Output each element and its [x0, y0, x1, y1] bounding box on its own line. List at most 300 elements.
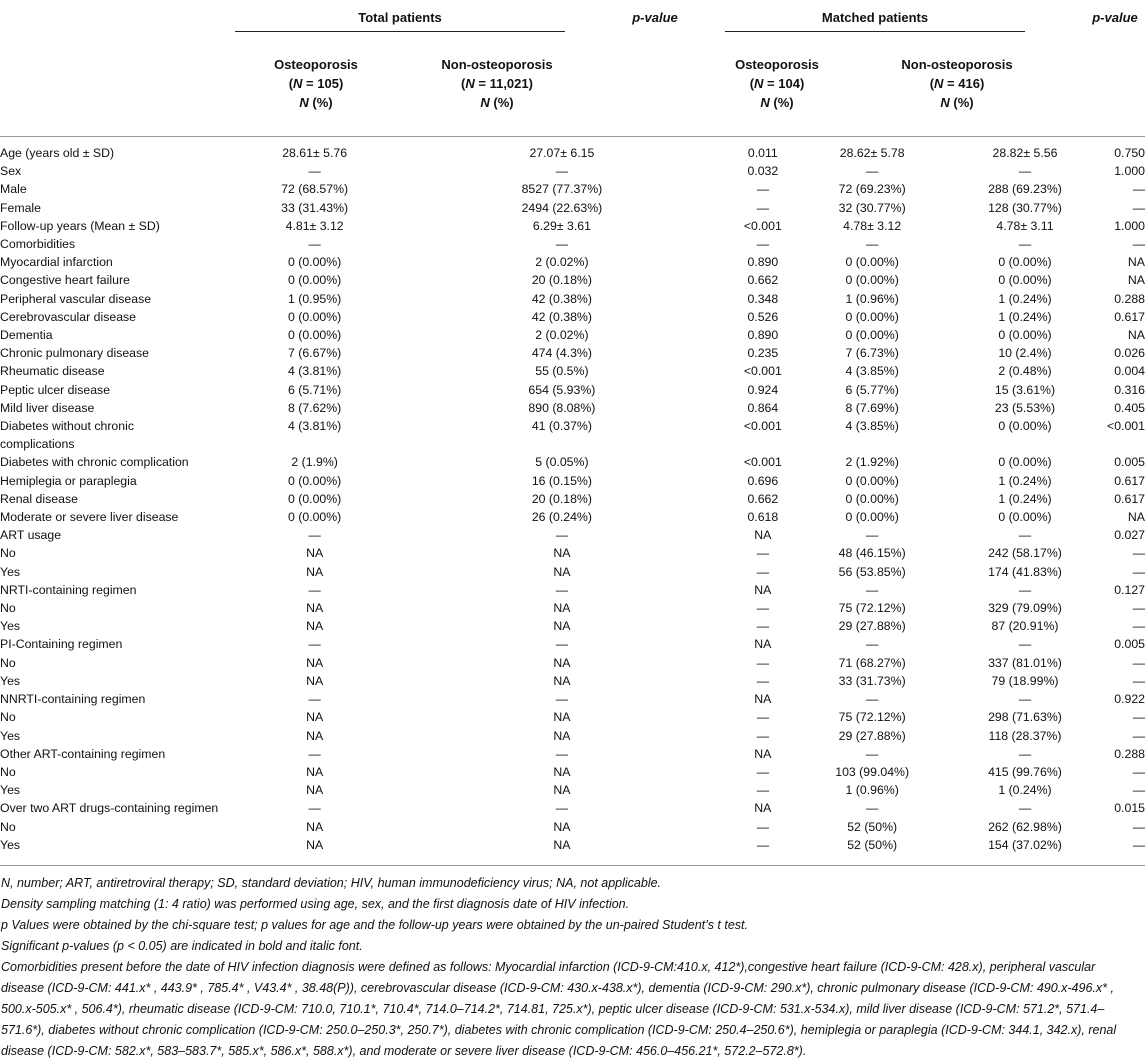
table-row: [0, 326, 1145, 344]
table-row: [0, 581, 1145, 599]
matched-osteoporosis-cell: 29 (27.88%): [838, 619, 906, 634]
table-row: [0, 180, 1145, 198]
matched-osteoporosis-cell: 71 (68.27%): [838, 655, 906, 670]
table-row: [0, 690, 1145, 708]
total-pvalue-cell: 0.696: [747, 473, 779, 488]
matched-pvalue-cell: NA: [1127, 510, 1145, 525]
table-row: [0, 417, 1145, 435]
row-label: No: [0, 710, 16, 725]
table-row: [0, 217, 1145, 235]
table-row: [0, 799, 1145, 817]
total-non-osteoporosis-cell: 5 (0.05%): [535, 455, 589, 470]
total-non-osteoporosis-cell: NA: [553, 619, 571, 634]
matched-pvalue-cell: 0.288: [1114, 746, 1145, 761]
row-label: Yes: [0, 837, 21, 852]
total-pvalue-cell: 0.526: [747, 309, 779, 324]
matched-osteoporosis-cell: —: [866, 692, 879, 707]
total-non-osteoporosis-cell: 55 (0.5%): [535, 364, 589, 379]
row-label: Renal disease: [0, 491, 78, 506]
total-osteoporosis-cell: 6 (5.71%): [287, 382, 342, 397]
table-row: [0, 544, 1145, 562]
matched-pvalue-cell: 1.000: [1114, 164, 1145, 179]
group-total-rule: [235, 31, 565, 32]
row-label: Yes: [0, 619, 21, 634]
total-osteoporosis-cell: 0 (0.00%): [287, 473, 342, 488]
matched-pvalue-cell: 0.004: [1114, 364, 1145, 379]
total-osteoporosis-cell: NA: [306, 837, 324, 852]
total-pvalue-cell: 0.348: [747, 291, 779, 306]
table-row: [0, 199, 1145, 217]
total-non-osteoporosis-cell: 20 (0.18%): [531, 491, 592, 506]
total-osteoporosis-cell: [230, 435, 400, 453]
matched-pvalue-cell: 0.617: [1114, 491, 1145, 506]
matched-osteoporosis-cell: 0 (0.00%): [845, 510, 899, 525]
total-non-osteoporosis-cell: NA: [553, 601, 571, 616]
row-label: Congestive heart failure: [0, 273, 130, 288]
col-header-matched-non-osteoporosis: [867, 55, 1047, 112]
total-non-osteoporosis-cell: 27.07± 6.15: [529, 146, 595, 160]
total-non-osteoporosis-cell: —: [555, 164, 569, 179]
matched-osteoporosis-cell: 75 (72.12%): [838, 601, 906, 616]
matched-pvalue-cell: <0.001: [1107, 419, 1145, 434]
total-non-osteoporosis-cell: —: [555, 801, 569, 816]
total-osteoporosis-cell: NA: [306, 655, 324, 670]
col-name: Non-osteoporosis: [901, 57, 1013, 72]
row-label: Cerebrovascular disease: [0, 309, 137, 324]
total-osteoporosis-cell: —: [308, 637, 321, 652]
total-pvalue-cell: 0.618: [747, 510, 779, 525]
table-row: [0, 290, 1145, 308]
table-row: [0, 399, 1145, 417]
matched-osteoporosis-cell: 48 (46.15%): [838, 546, 906, 561]
matched-non-osteoporosis-cell: 4.78± 3.11: [996, 218, 1054, 233]
total-non-osteoporosis-cell: NA: [553, 783, 571, 798]
table-row: [0, 271, 1145, 289]
matched-non-osteoporosis-cell: 79 (18.99%): [991, 673, 1059, 688]
matched-pvalue-cell: —: [1132, 783, 1145, 798]
matched-non-osteoporosis-cell: 1 (0.24%): [998, 309, 1052, 324]
total-non-osteoporosis-cell: NA: [553, 655, 571, 670]
footnote-abbreviations: N, number; ART, antiretroviral therapy; SD, standard deviation; HIV, human immunodeficiency virus; NA, not applicable.: [1, 876, 662, 890]
col-n: [867, 74, 1047, 93]
total-pvalue-cell: <0.001: [743, 419, 782, 434]
total-non-osteoporosis-cell: 8527 (77.37%): [521, 182, 603, 197]
matched-osteoporosis-cell: 28.62± 5.78: [839, 146, 905, 160]
total-pvalue-cell: 0.890: [747, 255, 779, 270]
table-row: [0, 745, 1145, 763]
total-osteoporosis-cell: 8 (7.62%): [287, 400, 342, 415]
total-non-osteoporosis-cell: [400, 435, 725, 453]
matched-pvalue-cell: NA: [1127, 273, 1145, 288]
group-matched-patients: Matched patients: [821, 10, 929, 25]
col-unit: [687, 93, 867, 112]
matched-non-osteoporosis-cell: 10 (2.4%): [998, 346, 1052, 361]
matched-pvalue-cell: 0.127: [1114, 582, 1145, 597]
matched-pvalue-cell: —: [1132, 619, 1145, 634]
total-pvalue-cell: —: [756, 546, 769, 561]
group-total-patients: Total patients: [358, 10, 442, 25]
footnote-tests: p Values were obtained by the chi-square test; p values for age and the follow-up years were obtained by the un-paired Student’s t test.: [1, 918, 748, 932]
matched-osteoporosis-cell: 8 (7.69%): [845, 400, 899, 415]
matched-pvalue-cell: 0.005: [1114, 637, 1145, 652]
matched-non-osteoporosis-cell: 15 (3.61%): [994, 382, 1056, 397]
total-osteoporosis-cell: 4 (3.81%): [287, 419, 342, 434]
row-label: Sex: [0, 164, 22, 179]
matched-non-osteoporosis-cell: —: [1018, 582, 1032, 597]
total-non-osteoporosis-cell: 16 (0.15%): [531, 473, 592, 488]
total-non-osteoporosis-cell: 2 (0.02%): [535, 255, 589, 270]
matched-non-osteoporosis-cell: 242 (58.17%): [988, 546, 1062, 561]
table-row: [0, 144, 1145, 162]
total-osteoporosis-cell: 2 (1.9%): [291, 455, 338, 470]
matched-osteoporosis-cell: 52 (50%): [847, 837, 898, 852]
row-label: Dementia: [0, 328, 53, 343]
total-non-osteoporosis-cell: NA: [553, 673, 571, 688]
total-pvalue-cell: NA: [754, 528, 772, 543]
total-pvalue-cell: NA: [754, 637, 772, 652]
matched-pvalue-cell: —: [1132, 728, 1145, 743]
matched-non-osteoporosis-cell: —: [1018, 801, 1032, 816]
total-osteoporosis-cell: 4 (3.81%): [287, 364, 342, 379]
total-non-osteoporosis-cell: NA: [553, 819, 571, 834]
matched-pvalue-cell: —: [1132, 673, 1145, 688]
table-row: [0, 435, 1145, 453]
table-row: [0, 599, 1145, 617]
matched-pvalue-cell: —: [1132, 764, 1145, 779]
table-row: [0, 344, 1145, 362]
col-n-value: = 105): [302, 76, 344, 91]
table-footnotes: [1, 873, 1141, 1062]
total-non-osteoporosis-cell: —: [555, 237, 569, 252]
matched-non-osteoporosis-cell: 174 (41.83%): [988, 564, 1062, 579]
total-osteoporosis-cell: NA: [306, 710, 324, 725]
col-n-var: N: [934, 76, 944, 91]
matched-non-osteoporosis-cell: 298 (71.63%): [988, 710, 1062, 725]
footnote-comorbidity-definitions: Comorbidities present before the date of HIV infection diagnosis were defined as follows: Myocardial infarction (ICD-9-CM:410.x, 412*),congestive heart failure (ICD-9-CM: 428.x), peripheral vascular disease (ICD-9-CM: 441.x* , 443.9* , 785.4* , V43.4* , 38.48(P)), cerebrovascular disease (ICD-9-CM: 430.x-438.x*), dementia (ICD-9-CM: 290.x*), chronic pulmonary disease (ICD-9-CM: 490.x-496.x* , 500.x-505.x* , 506.4*), rheumatic disease (ICD-9-CM: 710.0, 710.1*, 710.4*, 714.0–714.2*, 714.81, 725.x*), peptic ulcer disease (ICD-9-CM: 531.x-534.x), mild liver disease (ICD-9-CM: 571.2*, 571.4–571.6*), diabetes without chronic complication (ICD-9-CM: 250.0–250.3*, 250.7*), diabetes with chronic complication (ICD-9-CM: 250.4–250.6*), hemiplegia or paraplegia (ICD-9-CM: 344.1, 342.x), renal disease (ICD-9-CM: 582.x*, 583–583.7*, 585.x*, 586.x*, 588.x*), and moderate or severe liver disease (ICD-9-CM: 456.0–456.21*, 572.2–572.8*).: [1, 960, 1117, 1058]
row-label: Mild liver disease: [0, 400, 95, 415]
total-osteoporosis-cell: NA: [306, 764, 324, 779]
table-row: [0, 453, 1145, 471]
matched-osteoporosis-cell: 2 (1.92%): [845, 455, 899, 470]
total-pvalue-cell: <0.001: [743, 218, 782, 233]
table-row: [0, 308, 1145, 326]
total-osteoporosis-cell: NA: [306, 601, 324, 616]
matched-pvalue-cell: —: [1132, 601, 1145, 616]
row-label: No: [0, 601, 16, 616]
group-matched-rule: [725, 31, 1025, 32]
total-pvalue-cell: —: [756, 564, 769, 579]
col-n-var: N: [754, 76, 764, 91]
pvalue-header-total: p-value: [632, 10, 678, 25]
matched-non-osteoporosis-cell: 1 (0.24%): [998, 491, 1052, 506]
total-osteoporosis-cell: 0 (0.00%): [287, 491, 342, 506]
table-row: [0, 508, 1145, 526]
matched-osteoporosis-cell: —: [866, 582, 879, 597]
data-table-body: [0, 144, 1145, 854]
table-row: [0, 253, 1145, 271]
matched-osteoporosis-cell: 4 (3.85%): [845, 419, 899, 434]
row-label: No: [0, 764, 16, 779]
matched-non-osteoporosis-cell: 28.82± 5.56: [992, 146, 1058, 160]
total-pvalue-cell: —: [756, 728, 769, 743]
col-unit-var: N: [480, 95, 490, 110]
total-osteoporosis-cell: —: [308, 692, 321, 707]
row-label: Yes: [0, 783, 21, 798]
matched-non-osteoporosis-cell: 1 (0.24%): [998, 473, 1052, 488]
total-osteoporosis-cell: NA: [306, 673, 324, 688]
total-pvalue-cell: —: [756, 764, 769, 779]
row-label: Hemiplegia or paraplegia: [0, 473, 137, 488]
total-pvalue-cell: —: [756, 710, 769, 725]
matched-osteoporosis-cell: 6 (5.77%): [845, 382, 899, 397]
total-non-osteoporosis-cell: —: [555, 746, 569, 761]
row-label: Yes: [0, 673, 21, 688]
matched-pvalue-cell: 0.405: [1114, 400, 1145, 415]
matched-non-osteoporosis-cell: 0 (0.00%): [998, 419, 1052, 434]
row-label: ART usage: [0, 528, 62, 543]
matched-pvalue-cell: NA: [1127, 255, 1145, 270]
matched-pvalue-cell: —: [1132, 819, 1145, 834]
row-label: Diabetes without chronic: [0, 419, 134, 434]
col-n-var: N: [465, 76, 475, 91]
total-pvalue-cell: NA: [754, 582, 772, 597]
total-non-osteoporosis-cell: 42 (0.38%): [531, 309, 592, 324]
col-n-prefix: (: [929, 76, 935, 91]
row-label: Follow-up years (Mean ± SD): [0, 218, 160, 233]
col-unit-text: (%): [949, 95, 974, 110]
col-n-prefix: (: [288, 76, 294, 91]
col-unit-text: (%): [769, 95, 794, 110]
matched-pvalue-cell: —: [1132, 546, 1145, 561]
table-row: [0, 490, 1145, 508]
matched-pvalue-cell: [1107, 435, 1145, 453]
matched-osteoporosis-cell: 0 (0.00%): [845, 273, 899, 288]
matched-non-osteoporosis-cell: 87 (20.91%): [991, 619, 1059, 634]
total-osteoporosis-cell: NA: [306, 783, 324, 798]
matched-osteoporosis-cell: 52 (50%): [847, 819, 898, 834]
matched-pvalue-cell: 0.026: [1114, 346, 1145, 361]
col-header-matched-osteoporosis: [687, 55, 867, 112]
matched-osteoporosis-cell: 0 (0.00%): [845, 328, 899, 343]
matched-non-osteoporosis-cell: 2 (0.48%): [998, 364, 1052, 379]
table-row: [0, 818, 1145, 836]
total-non-osteoporosis-cell: NA: [553, 546, 571, 561]
row-label: Peptic ulcer disease: [0, 382, 111, 397]
matched-pvalue-cell: NA: [1127, 328, 1145, 343]
table-row: [0, 617, 1145, 635]
total-pvalue-cell: —: [756, 619, 769, 634]
footnote-significance: Significant p-values (p < 0.05) are indicated in bold and italic font.: [1, 939, 363, 953]
col-n: [407, 74, 587, 93]
col-unit: [407, 93, 587, 112]
col-name: Osteoporosis: [274, 57, 358, 72]
col-n-prefix: (: [461, 76, 466, 91]
total-osteoporosis-cell: NA: [306, 619, 324, 634]
total-pvalue-cell: 0.011: [747, 146, 778, 160]
total-osteoporosis-cell: 0 (0.00%): [287, 309, 342, 324]
matched-non-osteoporosis-cell: 288 (69.23%): [988, 182, 1062, 197]
matched-osteoporosis-cell: [801, 435, 943, 453]
total-pvalue-cell: —: [756, 783, 769, 798]
col-n-value: = 11,021): [474, 76, 533, 91]
matched-osteoporosis-cell: 75 (72.12%): [838, 710, 906, 725]
table-bottom-rule: [0, 865, 1145, 866]
matched-osteoporosis-cell: 4.78± 3.12: [843, 218, 902, 233]
col-header-total-non-osteoporosis: [407, 55, 587, 112]
total-non-osteoporosis-cell: NA: [553, 764, 571, 779]
matched-pvalue-cell: —: [1132, 564, 1145, 579]
total-osteoporosis-cell: —: [308, 528, 321, 543]
table-row: [0, 162, 1145, 180]
total-pvalue-cell: 0.890: [747, 328, 779, 343]
matched-osteoporosis-cell: —: [866, 528, 879, 543]
total-pvalue-cell: NA: [754, 801, 772, 816]
row-label: No: [0, 819, 16, 834]
total-pvalue-cell: NA: [754, 746, 772, 761]
total-non-osteoporosis-cell: —: [555, 692, 569, 707]
total-osteoporosis-cell: NA: [306, 728, 324, 743]
matched-non-osteoporosis-cell: 0 (0.00%): [998, 273, 1052, 288]
total-pvalue-cell: 0.662: [747, 491, 779, 506]
total-non-osteoporosis-cell: NA: [553, 710, 571, 725]
total-non-osteoporosis-cell: NA: [553, 837, 571, 852]
matched-pvalue-cell: —: [1132, 200, 1145, 215]
matched-non-osteoporosis-cell: —: [1018, 237, 1032, 252]
matched-pvalue-cell: —: [1132, 837, 1145, 852]
col-name: Non-osteoporosis: [441, 57, 553, 72]
total-pvalue-cell: <0.001: [743, 455, 782, 470]
col-unit-var: N: [940, 95, 950, 110]
row-label: Diabetes with chronic complication: [0, 455, 189, 470]
total-osteoporosis-cell: NA: [306, 819, 324, 834]
row-label: Chronic pulmonary disease: [0, 346, 150, 361]
row-label: Rheumatic disease: [0, 364, 105, 379]
matched-osteoporosis-cell: —: [866, 746, 879, 761]
col-n: [687, 74, 867, 93]
col-n-value: = 416): [943, 76, 985, 91]
total-non-osteoporosis-cell: 2 (0.02%): [535, 328, 589, 343]
col-n-value: = 104): [763, 76, 805, 91]
matched-pvalue-cell: 0.750: [1114, 146, 1145, 160]
matched-non-osteoporosis-cell: 154 (37.02%): [988, 837, 1062, 852]
data-table: [0, 144, 1145, 854]
table-row: [0, 472, 1145, 490]
total-pvalue-cell: 0.864: [747, 400, 779, 415]
total-non-osteoporosis-cell: 42 (0.38%): [531, 291, 592, 306]
total-osteoporosis-cell: —: [308, 801, 321, 816]
col-unit-text: (%): [308, 95, 333, 110]
row-label: Yes: [0, 728, 21, 743]
total-non-osteoporosis-cell: 474 (4.3%): [531, 346, 592, 361]
total-osteoporosis-cell: 1 (0.95%): [287, 291, 342, 306]
total-non-osteoporosis-cell: 26 (0.24%): [531, 510, 592, 525]
total-pvalue-cell: —: [756, 673, 769, 688]
matched-non-osteoporosis-cell: 0 (0.00%): [998, 255, 1052, 270]
row-label: No: [0, 655, 16, 670]
col-header-total-osteoporosis: [226, 55, 406, 112]
header-bottom-rule: [0, 136, 1145, 137]
total-pvalue-cell: —: [756, 200, 769, 215]
table-row: [0, 362, 1145, 380]
total-pvalue-cell: <0.001: [743, 364, 782, 379]
table-row: [0, 235, 1145, 253]
total-non-osteoporosis-cell: NA: [553, 728, 571, 743]
matched-osteoporosis-cell: 56 (53.85%): [838, 564, 906, 579]
col-n-var: N: [293, 76, 303, 91]
table-row: [0, 836, 1145, 854]
row-label: Peripheral vascular disease: [0, 291, 152, 306]
col-unit-text: (%): [489, 95, 514, 110]
matched-osteoporosis-cell: 1 (0.96%): [845, 291, 899, 306]
matched-non-osteoporosis-cell: 23 (5.53%): [994, 400, 1056, 415]
total-pvalue-cell: 0.662: [747, 273, 779, 288]
matched-non-osteoporosis-cell: 329 (79.09%): [988, 601, 1062, 616]
row-label: Over two ART drugs-containing regimen: [0, 801, 219, 816]
table-row: [0, 672, 1145, 690]
table-row: [0, 635, 1145, 653]
row-label: Male: [0, 182, 27, 197]
matched-non-osteoporosis-cell: —: [1018, 528, 1032, 543]
total-osteoporosis-cell: 0 (0.00%): [287, 273, 342, 288]
total-osteoporosis-cell: NA: [306, 546, 324, 561]
table-row: [0, 763, 1145, 781]
matched-osteoporosis-cell: 4 (3.85%): [845, 364, 899, 379]
col-unit: [867, 93, 1047, 112]
matched-osteoporosis-cell: 72 (69.23%): [838, 182, 906, 197]
matched-non-osteoporosis-cell: —: [1018, 164, 1032, 179]
matched-non-osteoporosis-cell: 128 (30.77%): [988, 200, 1062, 215]
total-non-osteoporosis-cell: —: [555, 637, 569, 652]
matched-pvalue-cell: 0.922: [1114, 692, 1145, 707]
matched-pvalue-cell: 0.617: [1114, 473, 1145, 488]
total-osteoporosis-cell: 0 (0.00%): [287, 255, 342, 270]
total-non-osteoporosis-cell: 2494 (22.63%): [521, 200, 603, 215]
matched-osteoporosis-cell: 29 (27.88%): [838, 728, 906, 743]
total-non-osteoporosis-cell: —: [555, 528, 569, 543]
matched-non-osteoporosis-cell: —: [1018, 692, 1032, 707]
total-osteoporosis-cell: —: [308, 164, 321, 179]
row-label: complications: [0, 437, 75, 452]
total-non-osteoporosis-cell: NA: [553, 564, 571, 579]
matched-pvalue-cell: 0.005: [1114, 455, 1145, 470]
matched-non-osteoporosis-cell: 1 (0.24%): [998, 291, 1052, 306]
table-header: [0, 0, 1145, 137]
matched-non-osteoporosis-cell: —: [1018, 746, 1032, 761]
footnote-matching: Density sampling matching (1: 4 ratio) was performed using age, sex, and the first diagnosis date of HIV infection.: [1, 897, 630, 911]
matched-pvalue-cell: 0.015: [1114, 801, 1145, 816]
table-row: [0, 563, 1145, 581]
col-name: Osteoporosis: [735, 57, 819, 72]
total-osteoporosis-cell: —: [308, 237, 321, 252]
matched-osteoporosis-cell: 33 (31.73%): [838, 673, 906, 688]
matched-pvalue-cell: 0.617: [1114, 309, 1145, 324]
total-pvalue-cell: —: [756, 237, 769, 252]
matched-osteoporosis-cell: 7 (6.73%): [845, 346, 899, 361]
row-label: Myocardial infarction: [0, 255, 113, 270]
table-row: [0, 727, 1145, 745]
row-label: Moderate or severe liver disease: [0, 510, 179, 525]
matched-non-osteoporosis-cell: [943, 435, 1107, 453]
matched-pvalue-cell: —: [1132, 710, 1145, 725]
table-row: [0, 526, 1145, 544]
matched-non-osteoporosis-cell: —: [1018, 637, 1032, 652]
total-pvalue-cell: 0.032: [747, 164, 779, 179]
total-osteoporosis-cell: 33 (31.43%): [281, 200, 349, 215]
row-label: No: [0, 546, 16, 561]
table-row: [0, 381, 1145, 399]
total-osteoporosis-cell: NA: [306, 564, 324, 579]
total-pvalue-cell: 0.924: [747, 382, 779, 397]
